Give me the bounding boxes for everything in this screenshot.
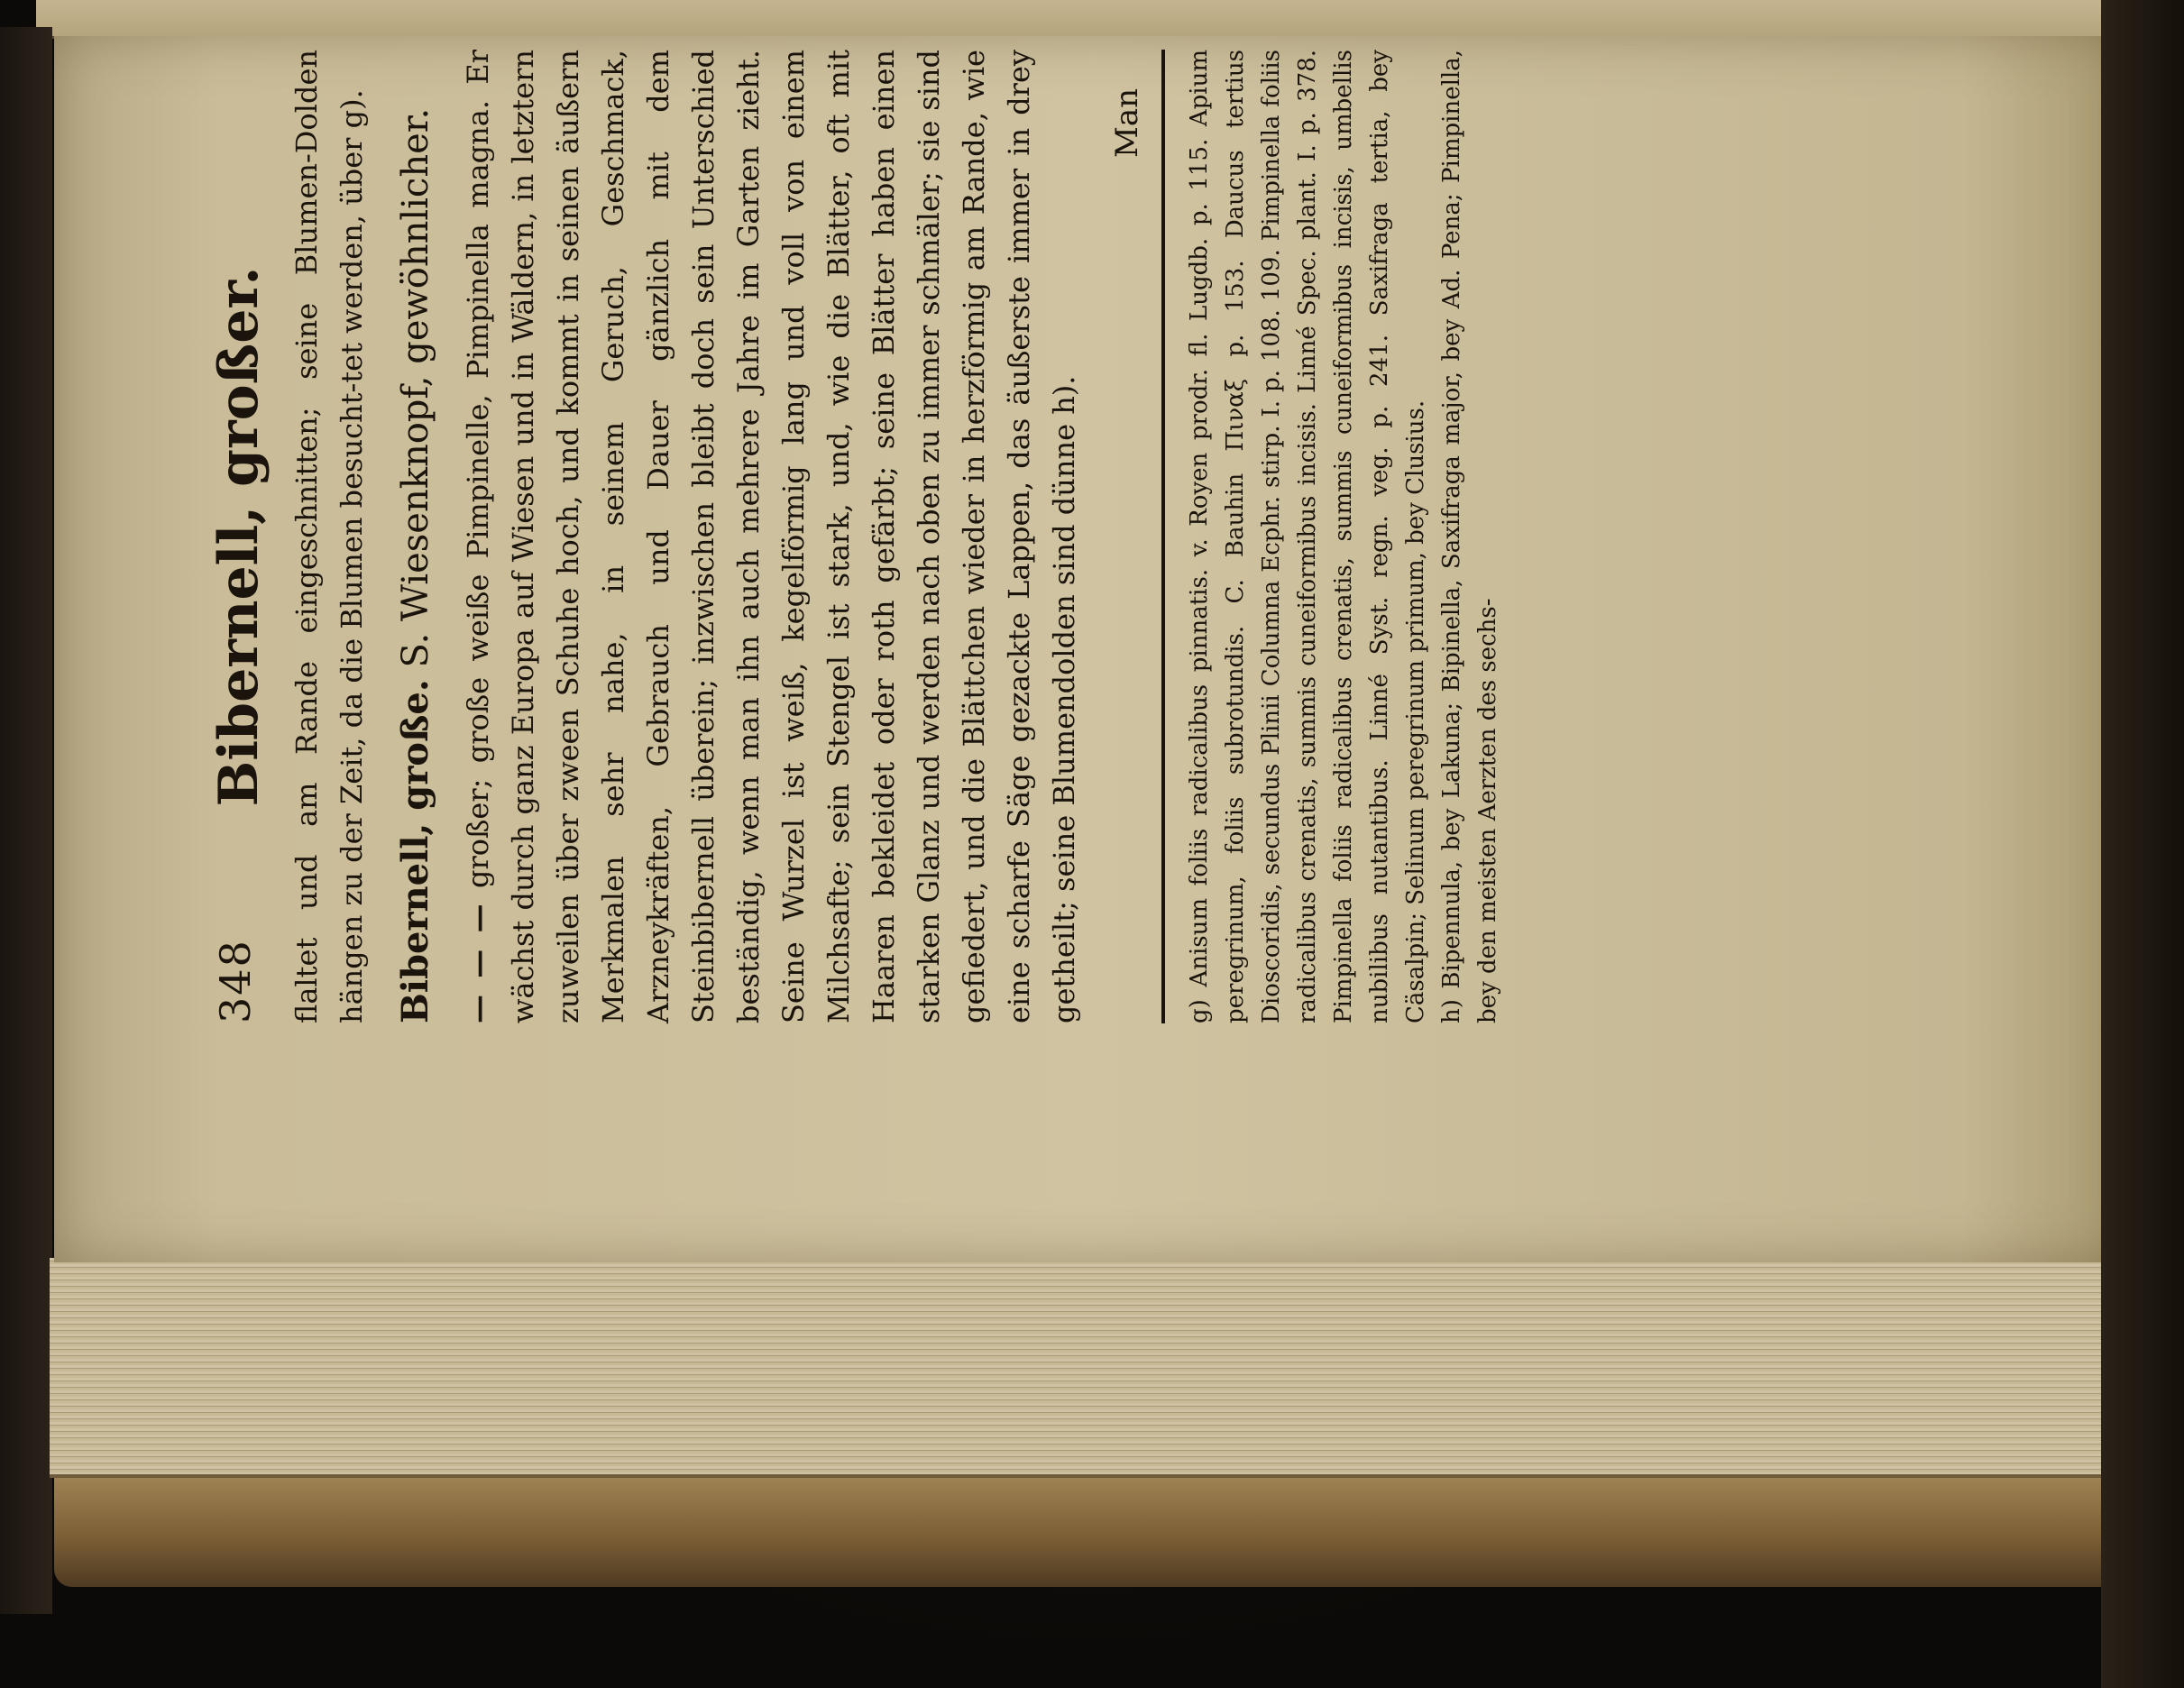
book-cover-left	[0, 27, 52, 1614]
page-block-edges	[50, 1258, 2124, 1478]
page-text-block	[207, 50, 1740, 1023]
footnotes	[1181, 50, 1506, 1023]
book-gutter	[2101, 0, 2184, 1688]
footnote-h	[1434, 50, 1506, 1023]
footnote-g	[1181, 50, 1434, 1023]
book-cover-bottom	[54, 1461, 2137, 1587]
entry-reference: S. Wiesenknopf, gewöhnlicher.	[395, 107, 436, 668]
previous-page-edge	[36, 0, 2128, 39]
cross-reference-entry	[390, 50, 441, 1023]
running-head: Bibernell, großer.	[207, 266, 271, 807]
entry-text: großer; große weiße Pimpinelle, Pimpinella magna. Er wächst durch ganz Europa auf Wiesen und in Wäldern, in letztern zuweilen über zween Schuhe hoch, und kommt in seinen äußern Merkmalen sehr nahe, in seinem Geruch, Geschmack, Arzneykräften, Gebrauch und Dauer gänzlich mit dem Steinbibernell überein; inzwischen bleibt doch sein Unterschied beständig, wenn man ihn auch mehrere Jahre im Garten zieht. Seine Wurzel ist weiß, kegelförmig lang und voll von einem Milchsafte; sein Stengel ist stark, und, wie die Blätter, oft mit Haaren bekleidet oder roth gefärbt; seine Blätter haben einen starken Glanz und werden nach oben zu immer schmäler; sie sind gefiedert, und die Blättchen wieder in herzförmig am Rande, wie eine scharfe Säge gezackte Lappen, das äußerste immer in drey getheilt; seine Blumendolden sind dünne h).	[461, 50, 1081, 1023]
footnote-marker: g)	[1186, 999, 1213, 1023]
footnote-text: Anisum foliis radicalibus pinnatis. v. Royen prodr. fl. Lugdb. p. 115. Apium peregrinum, foliis subrotundis. C. Bauhin Πιναξ p. 153. Daucus tertius Dioscoridis, secundus Plinii Columna Ecphr. stirp. I. p. 108. 109. Pimpinella foliis radicalibus crenatis, summis cuneiformibus incisis. Linné Spec. plant. I. p. 378. Pimpinella foliis radicalibus crenatis, summis cuneiformibus incisis, umbellis nubilibus nutantibus. Linné Syst. regn. veg. p. 241. Saxifraga tertia, bey Cäsalpin; Selinum peregrinum primum, bey Clusius.	[1186, 49, 1429, 1023]
page-number: 348	[211, 939, 260, 1023]
footnote-text: Bipennula, bey Lakuna; Bipinella, Saxifraga major, bey Ad. Pena; Pimpinella, bey den meisten Aerzten des sechs-	[1438, 50, 1501, 1023]
entry-dash: — — —	[461, 904, 495, 1023]
main-entry-paragraph	[455, 50, 1087, 1023]
page-header	[207, 50, 271, 1023]
footnote-rule	[1161, 50, 1165, 1023]
body-text	[284, 50, 1087, 1023]
footnote-marker: h)	[1438, 999, 1465, 1023]
catchword: Man	[1109, 88, 1145, 158]
continuation-paragraph: flaltet und am Rande eingeschnitten; seine Blumen-Dolden hängen zu der Zeit, da die Blumen besucht-tet werden, über g).	[289, 50, 369, 1023]
entry-headword: Bibernell, große.	[394, 679, 436, 1023]
